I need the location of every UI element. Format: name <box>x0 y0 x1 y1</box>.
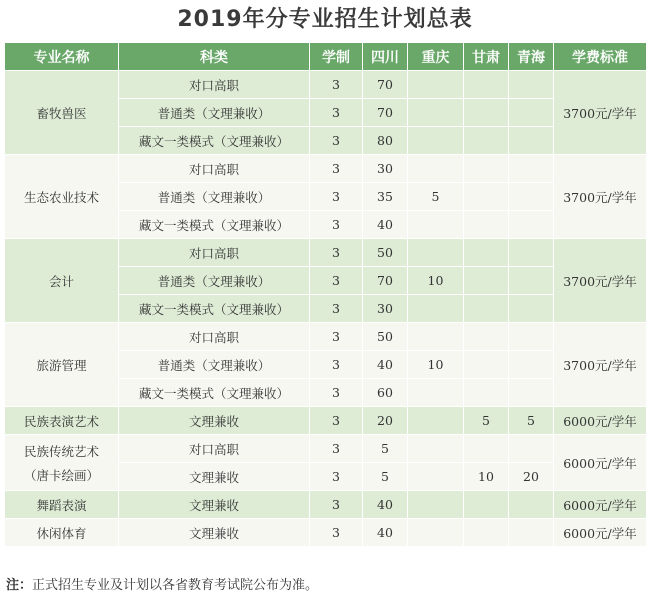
qinghai-cell <box>509 155 554 183</box>
header-years: 学制 <box>310 43 363 71</box>
chongqing-cell <box>408 295 464 323</box>
years-cell: 3 <box>310 463 363 491</box>
qinghai-cell <box>509 435 554 463</box>
header-gansu: 甘肃 <box>464 43 509 71</box>
years-cell: 3 <box>310 267 363 295</box>
years-cell: 3 <box>310 351 363 379</box>
table-row <box>5 323 647 351</box>
sichuan-cell: 5 <box>363 463 408 491</box>
chongqing-cell <box>408 463 464 491</box>
category-cell: 藏文一类模式（文理兼收） <box>119 127 310 155</box>
qinghai-cell <box>509 211 554 239</box>
gansu-cell <box>464 491 509 519</box>
years-cell: 3 <box>310 519 363 547</box>
footnote-label: 注： <box>6 578 33 593</box>
chongqing-cell <box>408 99 464 127</box>
chongqing-cell: 10 <box>408 267 464 295</box>
footnote-text: 正式招生专业及计划以各省教育考试院公布为准。 <box>32 578 319 593</box>
sichuan-cell: 80 <box>363 127 408 155</box>
fee-cell: 3700元/学年 <box>554 71 647 155</box>
gansu-cell <box>464 295 509 323</box>
sichuan-cell: 40 <box>363 211 408 239</box>
gansu-cell <box>464 379 509 407</box>
years-cell: 3 <box>310 379 363 407</box>
header-sichuan: 四川 <box>363 43 408 71</box>
sichuan-cell: 50 <box>363 323 408 351</box>
fee-cell: 6000元/学年 <box>554 435 647 491</box>
enrollment-plan-table <box>4 42 647 547</box>
gansu-cell <box>464 155 509 183</box>
gansu-cell <box>464 99 509 127</box>
qinghai-cell <box>509 323 554 351</box>
table-row <box>5 491 647 519</box>
sichuan-cell: 50 <box>363 239 408 267</box>
fee-cell: 6000元/学年 <box>554 519 647 547</box>
category-cell: 对口高职 <box>119 239 310 267</box>
gansu-cell <box>464 239 509 267</box>
gansu-cell <box>464 211 509 239</box>
footnote <box>6 576 646 596</box>
gansu-cell <box>464 183 509 211</box>
years-cell: 3 <box>310 71 363 99</box>
fee-cell: 6000元/学年 <box>554 407 647 435</box>
chongqing-cell <box>408 155 464 183</box>
years-cell: 3 <box>310 239 363 267</box>
fee-cell: 6000元/学年 <box>554 491 647 519</box>
table-row <box>5 519 647 547</box>
table-row <box>5 239 647 267</box>
years-cell: 3 <box>310 295 363 323</box>
table-row <box>5 71 647 99</box>
qinghai-cell <box>509 183 554 211</box>
major-name-cell: 会计 <box>5 239 119 323</box>
table-row <box>5 407 647 435</box>
chongqing-cell: 5 <box>408 183 464 211</box>
category-cell: 藏文一类模式（文理兼收） <box>119 295 310 323</box>
major-name-cell: 民族表演艺术 <box>5 407 119 435</box>
years-cell: 3 <box>310 155 363 183</box>
category-cell: 对口高职 <box>119 71 310 99</box>
years-cell: 3 <box>310 407 363 435</box>
gansu-cell <box>464 267 509 295</box>
chongqing-cell <box>408 211 464 239</box>
qinghai-cell <box>509 267 554 295</box>
qinghai-cell <box>509 519 554 547</box>
gansu-cell <box>464 323 509 351</box>
category-cell: 普通类（文理兼收） <box>119 351 310 379</box>
category-cell: 普通类（文理兼收） <box>119 267 310 295</box>
qinghai-cell <box>509 239 554 267</box>
qinghai-cell <box>509 127 554 155</box>
sichuan-cell: 40 <box>363 519 408 547</box>
years-cell: 3 <box>310 211 363 239</box>
major-name-cell: 休闲体育 <box>5 519 119 547</box>
category-cell: 藏文一类模式（文理兼收） <box>119 211 310 239</box>
major-name-cell: 舞蹈表演 <box>5 491 119 519</box>
sichuan-cell: 60 <box>363 379 408 407</box>
chongqing-cell <box>408 407 464 435</box>
chongqing-cell <box>408 323 464 351</box>
header-major: 专业名称 <box>5 43 119 71</box>
category-cell: 文理兼收 <box>119 407 310 435</box>
sichuan-cell: 70 <box>363 99 408 127</box>
qinghai-cell <box>509 379 554 407</box>
major-name-line: 民族传统艺术 <box>23 443 99 459</box>
sichuan-cell: 35 <box>363 183 408 211</box>
qinghai-cell: 20 <box>509 463 554 491</box>
years-cell: 3 <box>310 183 363 211</box>
category-cell: 文理兼收 <box>119 463 310 491</box>
category-cell: 对口高职 <box>119 155 310 183</box>
qinghai-cell <box>509 99 554 127</box>
sichuan-cell: 70 <box>363 267 408 295</box>
qinghai-cell <box>509 351 554 379</box>
category-cell: 对口高职 <box>119 435 310 463</box>
major-name-cell: 生态农业技术 <box>5 155 119 239</box>
fee-cell: 3700元/学年 <box>554 155 647 239</box>
qinghai-cell: 5 <box>509 407 554 435</box>
category-cell: 文理兼收 <box>119 519 310 547</box>
years-cell: 3 <box>310 435 363 463</box>
major-name-line: （唐卡绘画） <box>23 467 99 483</box>
category-cell: 对口高职 <box>119 323 310 351</box>
chongqing-cell <box>408 435 464 463</box>
qinghai-cell <box>509 491 554 519</box>
major-name-cell: 旅游管理 <box>5 323 119 407</box>
category-cell: 文理兼收 <box>119 491 310 519</box>
years-cell: 3 <box>310 323 363 351</box>
gansu-cell <box>464 351 509 379</box>
qinghai-cell <box>509 71 554 99</box>
sichuan-cell: 30 <box>363 295 408 323</box>
sichuan-cell: 40 <box>363 491 408 519</box>
chongqing-cell <box>408 239 464 267</box>
header-qinghai: 青海 <box>509 43 554 71</box>
chongqing-cell <box>408 379 464 407</box>
gansu-cell: 10 <box>464 463 509 491</box>
years-cell: 3 <box>310 491 363 519</box>
sichuan-cell: 30 <box>363 155 408 183</box>
sichuan-cell: 20 <box>363 407 408 435</box>
chongqing-cell <box>408 519 464 547</box>
chongqing-cell <box>408 491 464 519</box>
table-header-row <box>5 43 647 71</box>
gansu-cell <box>464 435 509 463</box>
sichuan-cell: 70 <box>363 71 408 99</box>
gansu-cell: 5 <box>464 407 509 435</box>
major-name-cell: 畜牧兽医 <box>5 71 119 155</box>
fee-cell: 3700元/学年 <box>554 323 647 407</box>
sichuan-cell: 40 <box>363 351 408 379</box>
category-cell: 藏文一类模式（文理兼收） <box>119 379 310 407</box>
chongqing-cell <box>408 127 464 155</box>
table-row <box>5 435 647 463</box>
years-cell: 3 <box>310 127 363 155</box>
header-fee: 学费标准 <box>554 43 647 71</box>
header-category: 科类 <box>119 43 310 71</box>
gansu-cell <box>464 519 509 547</box>
years-cell: 3 <box>310 99 363 127</box>
fee-cell: 3700元/学年 <box>554 239 647 323</box>
page-title: 2019年分专业招生计划总表 <box>177 7 473 32</box>
gansu-cell <box>464 127 509 155</box>
chongqing-cell <box>408 71 464 99</box>
category-cell: 普通类（文理兼收） <box>119 183 310 211</box>
qinghai-cell <box>509 295 554 323</box>
table-row <box>5 155 647 183</box>
sichuan-cell: 5 <box>363 435 408 463</box>
category-cell: 普通类（文理兼收） <box>119 99 310 127</box>
chongqing-cell: 10 <box>408 351 464 379</box>
major-name-cell <box>5 435 119 491</box>
header-chongqing: 重庆 <box>408 43 464 71</box>
gansu-cell <box>464 71 509 99</box>
